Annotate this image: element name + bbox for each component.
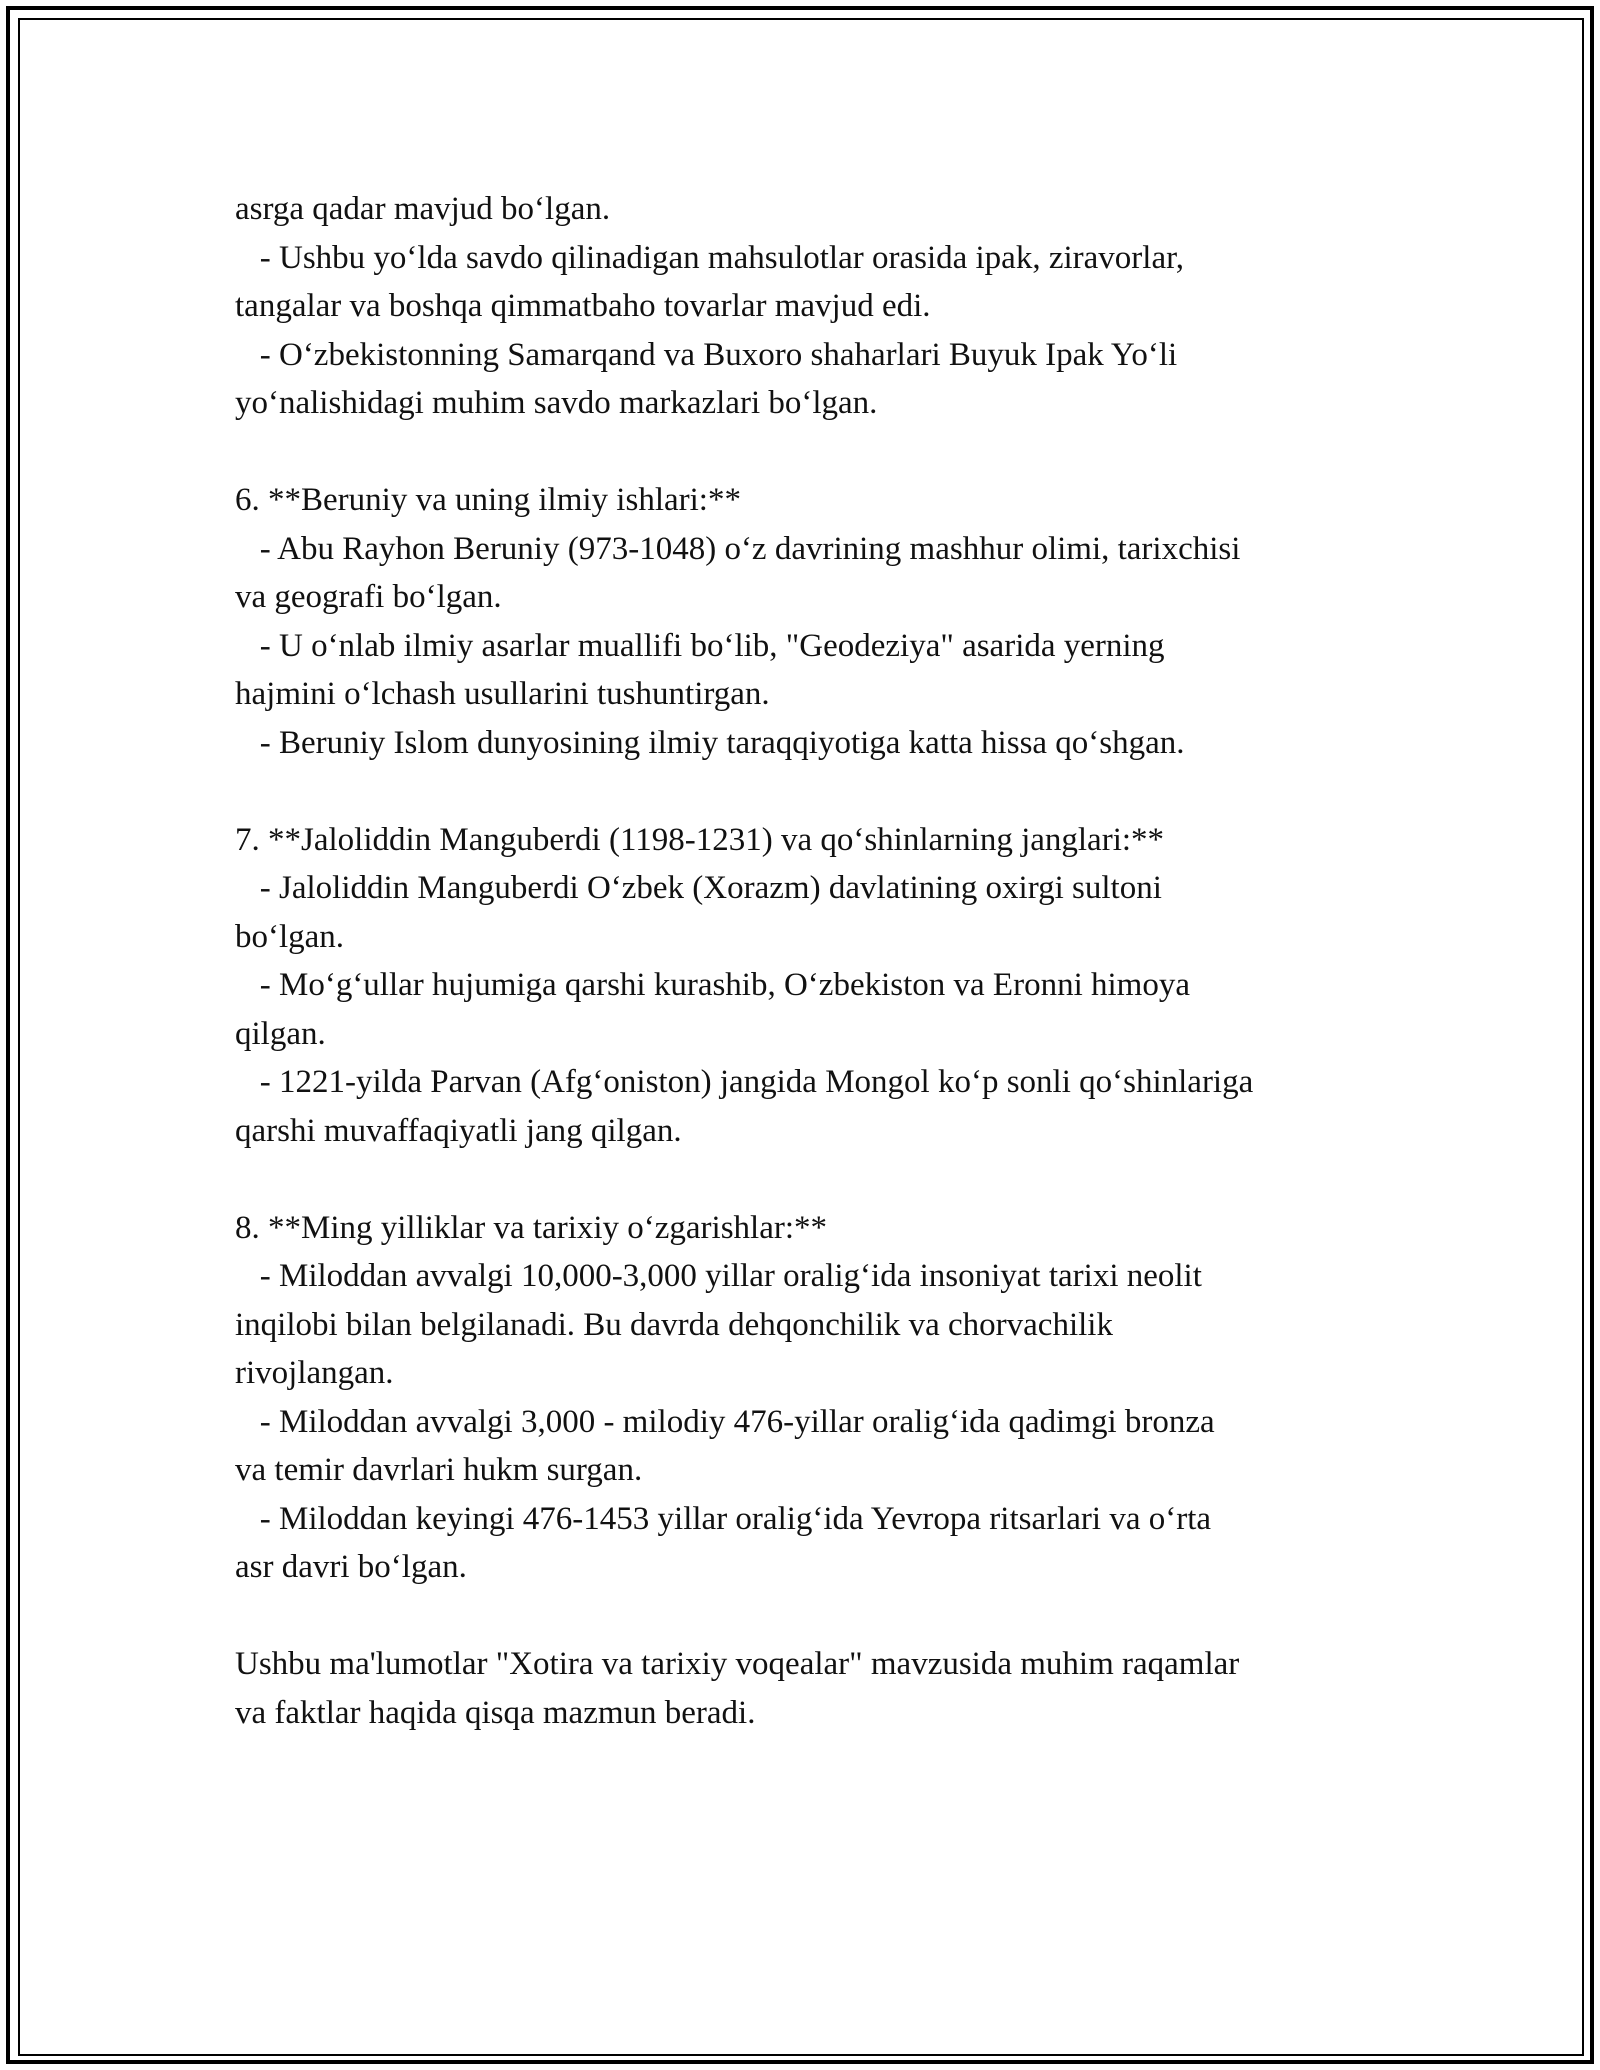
bullet-line: - 1221-yilda Parvan (Afg‘oniston) jangida Mongol ko‘p sonli qo‘shinlariga bbox=[235, 1064, 1254, 1100]
text-line: asr davri bo‘lgan. bbox=[235, 1549, 467, 1585]
text-line: rivojlangan. bbox=[235, 1355, 394, 1391]
text-line: va geografi bo‘lgan. bbox=[235, 579, 502, 615]
section-heading-7: 7. **Jaloliddin Manguberdi (1198-1231) va qo‘shinlarning janglari:** bbox=[235, 821, 1165, 858]
section-heading-6: 6. **Beruniy va uning ilmiy ishlari:** bbox=[235, 482, 741, 518]
text-line: tangalar va boshqa qimmatbaho tovarlar mavjud edi. bbox=[235, 288, 931, 324]
bullet-line: - Mo‘g‘ullar hujumiga qarshi kurashib, O‘zbekiston va Eronni himoya bbox=[235, 967, 1190, 1003]
text-line: qilgan. bbox=[235, 1015, 326, 1052]
blank-line bbox=[235, 1592, 1385, 1641]
summary-line: va faktlar haqida qisqa mazmun beradi. bbox=[235, 1694, 756, 1731]
section-heading-8: 8. **Ming yilliklar va tarixiy o‘zgarishlar:** bbox=[235, 1209, 828, 1246]
bullet-line: - Abu Rayhon Beruniy (973-1048) o‘z davrining mashhur olimi, tarixchisi bbox=[235, 530, 1241, 567]
blank-line bbox=[235, 1155, 1385, 1204]
bullet-line: - O‘zbekistonning Samarqand va Buxoro shaharlari Buyuk Ipak Yo‘li bbox=[235, 336, 1178, 373]
bullet-line: - Ushbu yo‘lda savdo qilinadigan mahsulotlar orasida ipak, ziravorlar, bbox=[235, 239, 1185, 276]
text-line: bo‘lgan. bbox=[235, 918, 345, 955]
bullet-line: - Miloddan avvalgi 3,000 - milodiy 476-yillar oralig‘ida qadimgi bronza bbox=[235, 1403, 1215, 1440]
text-line: qarshi muvaffaqiyatli jang qilgan. bbox=[235, 1112, 682, 1149]
text-line: yo‘nalishidagi muhim savdo markazlari bo‘lgan. bbox=[235, 385, 878, 421]
bullet-line: - Miloddan avvalgi 10,000-3,000 yillar oralig‘ida insoniyat tarixi neolit bbox=[235, 1258, 1202, 1294]
blank-line bbox=[235, 767, 1385, 816]
bullet-line: - U o‘nlab ilmiy asarlar muallifi bo‘lib, "Geodeziya" asarida yerning bbox=[235, 627, 1165, 664]
text-line: hajmini o‘lchash usullarini tushuntirgan. bbox=[235, 676, 770, 712]
summary-line: Ushbu ma'lumotlar "Xotira va tarixiy voqealar" mavzusida muhim raqamlar bbox=[235, 1646, 1240, 1682]
bullet-line: - Beruniy Islom dunyosining ilmiy taraqqiyotiga katta hissa qo‘shgan. bbox=[235, 724, 1185, 761]
document-text bbox=[235, 185, 1385, 1737]
blank-line bbox=[235, 428, 1385, 477]
bullet-line: - Jaloliddin Manguberdi O‘zbek (Xorazm) davlatining oxirgi sultoni bbox=[235, 870, 1162, 906]
bullet-line: - Miloddan keyingi 476-1453 yillar oralig‘ida Yevropa ritsarlari va o‘rta bbox=[235, 1500, 1212, 1537]
text-line: inqilobi bilan belgilanadi. Bu davrda dehqonchilik va chorvachilik bbox=[235, 1306, 1113, 1343]
text-line: va temir davrlari hukm surgan. bbox=[235, 1452, 643, 1488]
text-line: asrga qadar mavjud bo‘lgan. bbox=[235, 191, 611, 227]
